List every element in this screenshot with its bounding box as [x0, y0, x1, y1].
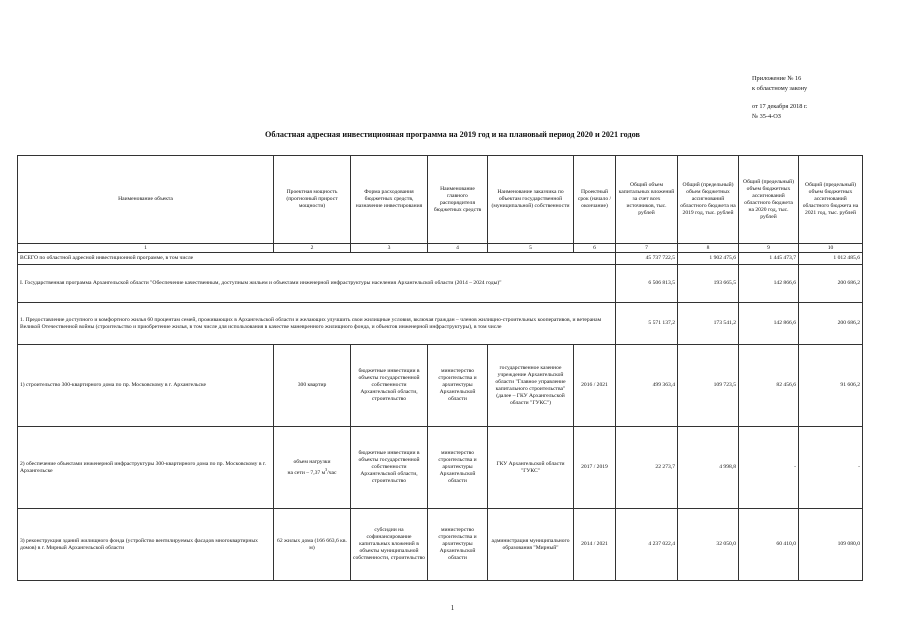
col-number: 3: [351, 244, 428, 253]
header-row: [18, 156, 863, 244]
object-name: 2) обеспечение объектами инженерной инфраструктуры 300-квартирного дома по пр. Московскому в г. Архангельске: [18, 427, 274, 509]
col-header: Общий объем капитальных вложений за счет всех источников, тыс. рублей: [616, 156, 678, 244]
term: 2014 / 2021: [574, 509, 616, 581]
total-investment: 499 363,4: [616, 345, 678, 427]
capacity-value: на сети – 7,37 м: [287, 469, 326, 476]
col-number: 8: [678, 244, 739, 253]
table-row: [18, 427, 863, 509]
customer: администрация муниципального образования "Мирный": [488, 509, 574, 581]
budget-2020: 60 410,0: [739, 509, 799, 581]
total-row-total: 45 737 722,5: [616, 253, 678, 265]
col-number: 9: [739, 244, 799, 253]
col-header: Наименование объекта: [18, 156, 274, 244]
investment-table: [17, 155, 863, 581]
col-header: Наименование главного распорядителя бюджетных средств: [428, 156, 488, 244]
appendix-line: от 17 декабря 2018 г.: [752, 103, 808, 110]
appendix-line: к областному закону: [752, 85, 808, 92]
customer: государственное казенное учреждение Архангельской области "Главное управление капитального строительства" (далее – ГКУ Архангельской области "ГУКС"): [488, 345, 574, 427]
col-header: Проектный срок (начало / окончание): [574, 156, 616, 244]
page-title: Областная адресная инвестиционная программа на 2019 год и на плановый период 2020 и 2021 годов: [265, 130, 640, 139]
section-row: [18, 303, 863, 345]
capacity: 62 жилых дома (166 663,6 кв. м): [274, 509, 351, 581]
capacity-line: объем нагрузки: [293, 458, 331, 465]
capacity: 300 квартир: [274, 345, 351, 427]
capacity-exponent: 3: [325, 466, 328, 472]
col-number: 5: [488, 244, 574, 253]
budget-2020: -: [739, 427, 799, 509]
table-row: [18, 345, 863, 427]
section-row-label: 1. Предоставление доступного и комфортного жилья 60 процентам семей, проживающих в Архангельской области и желающих улучшить свои жилищные условия, включая граждан – членов жилищно-строительных кооперативов, и ветеранам Великой Отечественной войны (строительство и приобретение жилья, в том числе для использования в качестве маневренного жилищного фонда, и объектов инженерной инфраструктуры), в том числе: [18, 303, 616, 345]
program-row: [18, 265, 863, 303]
appendix-line: Приложение № 16: [752, 75, 802, 82]
term: 2016 / 2021: [574, 345, 616, 427]
program-row-2019: 193 665,5: [678, 265, 739, 303]
col-number: 1: [18, 244, 274, 253]
capacity-line: [276, 466, 348, 477]
col-number: 7: [616, 244, 678, 253]
col-number: 6: [574, 244, 616, 253]
customer: ГКУ Архангельской области "ГУКС": [488, 427, 574, 509]
total-row-2019: 1 902 475,6: [678, 253, 739, 265]
col-number: 4: [428, 244, 488, 253]
program-row-2021: 200 686,2: [799, 265, 863, 303]
col-number-row: [18, 244, 863, 253]
capacity-unit: /час: [327, 469, 337, 476]
object-name: 3) реконструкция зданий жилищного фонда (устройство вентилируемых фасадов многоквартирных домов) в г. Мирный Архангельской области: [18, 509, 274, 581]
col-header: Общий (предельный) объем бюджетных ассигнований областного бюджета на 2019 год, тыс. рублей: [678, 156, 739, 244]
page-number: 1: [450, 604, 455, 612]
col-header: Наименование заказчика по объектам государственной (муниципальной) собственности: [488, 156, 574, 244]
total-investment: 22 273,7: [616, 427, 678, 509]
budget-2019: 32 050,0: [678, 509, 739, 581]
term: 2017 / 2019: [574, 427, 616, 509]
col-number: 2: [274, 244, 351, 253]
total-row-2020: 1 445 473,7: [739, 253, 799, 265]
total-investment: 4 237 022,4: [616, 509, 678, 581]
budget-2021: -: [799, 427, 863, 509]
spending-form: бюджетные инвестиции в объекты государственной собственности Архангельской области, строительство: [351, 345, 428, 427]
appendix-note: [752, 74, 902, 122]
col-header: Проектная мощность (прогнозный прирост мощности): [274, 156, 351, 244]
col-number: 10: [799, 244, 863, 253]
budget-2021: 91 606,2: [799, 345, 863, 427]
section-row-2020: 142 866,6: [739, 303, 799, 345]
col-header: Форма расходования бюджетных средств, назначение инвестирования: [351, 156, 428, 244]
program-row-total: 6 506 813,5: [616, 265, 678, 303]
budget-2019: 4 998,8: [678, 427, 739, 509]
chief-administrator: министерство строительства и архитектуры Архангельской области: [428, 427, 488, 509]
chief-administrator: министерство строительства и архитектуры Архангельской области: [428, 345, 488, 427]
section-row-2019: 173 541,2: [678, 303, 739, 345]
table-row: [18, 509, 863, 581]
budget-2019: 109 723,5: [678, 345, 739, 427]
chief-administrator: министерство строительства и архитектуры Архангельской области: [428, 509, 488, 581]
spending-form: субсидии на софинансирование капитальных вложений в объекты муниципальной собственности, строительство: [351, 509, 428, 581]
col-header: Общий (предельный) объем бюджетных ассигнований областного бюджета на 2021 год, тыс. рублей: [799, 156, 863, 244]
object-name: 1) строительство 300-квартирного дома по пр. Московскому в г. Архангельске: [18, 345, 274, 427]
col-header: Общий (предельный) объем бюджетных ассигнований областного бюджета на 2020 год, тыс. рублей: [739, 156, 799, 244]
total-row-2021: 1 012 485,6: [799, 253, 863, 265]
appendix-line: № 35-4-ОЗ: [752, 113, 781, 120]
section-row-2021: 200 686,2: [799, 303, 863, 345]
total-row-label: ВСЕГО по областной адресной инвестиционной программе, в том числе: [18, 253, 616, 265]
total-row: [18, 253, 863, 265]
budget-2020: 82 456,6: [739, 345, 799, 427]
program-row-2020: 142 866,6: [739, 265, 799, 303]
section-row-total: 5 571 137,2: [616, 303, 678, 345]
spending-form: бюджетные инвестиции в объекты государственной собственности Архангельской области, строительство: [351, 427, 428, 509]
program-row-label: I. Государственная программа Архангельской области "Обеспечение качественным, доступным жильем и объектами инженерной инфраструктуры населения Архангельской области (2014 – 2024 годы)": [18, 265, 616, 303]
budget-2021: 109 080,0: [799, 509, 863, 581]
capacity: [274, 427, 351, 509]
